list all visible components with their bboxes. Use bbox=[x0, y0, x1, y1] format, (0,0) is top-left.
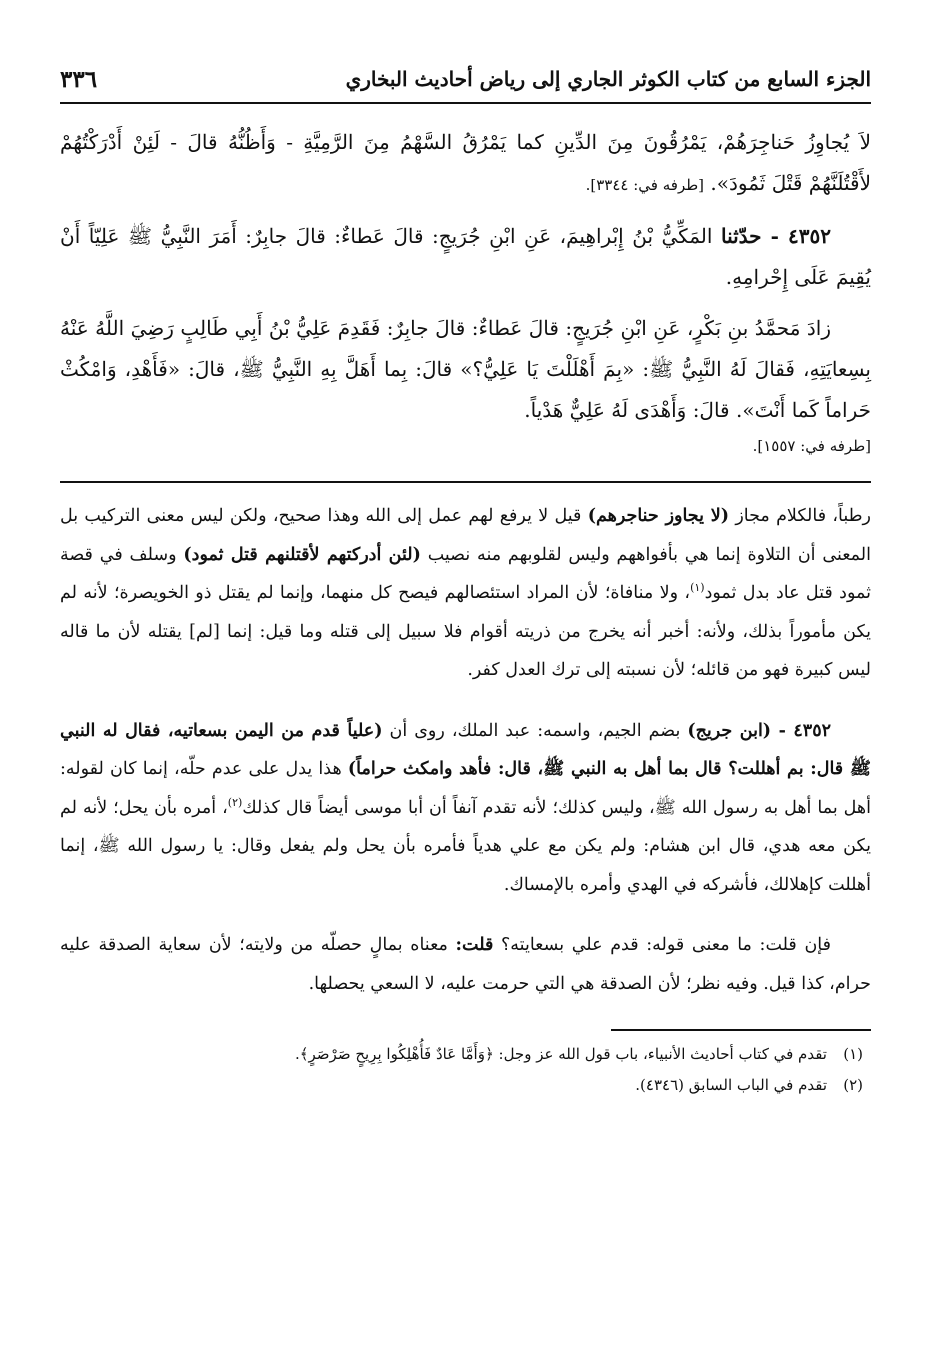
quoted-phrase: (لا يجاوز حناجرهم) bbox=[587, 506, 730, 526]
footnote-marker[interactable]: (٢) bbox=[227, 795, 243, 809]
commentary-paragraph-1: رطباً، فالكلام مجاز (لا يجاوز حناجرهم) قيل لا يرفع لهم عمل إلى الله وهذا صحيح، ولكن ليس معنى التركيب بل المعنى أن التلاوة إنما هي بأفواههم وليس لقلوبهم منه نصيب (لئن أدركتهم لأقتلنهم قتل ثمود) وسلف في قصة ثمود قتل عاد بدل ثمود$^{(١)}$، ولا منافاة؛ لأن المراد استئصالهم فيصح كل منهما، وإنما لم يقتل ذو الخويصرة؛ لأنه لم يكن مأموراً بذلك، ولأنه: أخبر أنه يخرج من ذريته أقوام فلا سبيل إلى قتله وما قيل: إنما [لم] يقتله لأن ما قاله ليس كبيرة فهو من قائله؛ لأن نسبته إلى ترك العدل كفر. bbox=[60, 506, 871, 680]
hadith-continuation bbox=[60, 122, 871, 206]
book-page bbox=[60, 56, 871, 1346]
hadith-4352-text: المَكِّيُّ بْنُ إِبْراهِيمَ، عَنِ ابْنِ جُرَيجٍ: قالَ عَطاءٌ: قالَ جابِرٌ: أَمَرَ النَّبِيُّ ﷺ عَلِيّاً أَنْ يُقِيمَ عَلَى إِحْرامِهِ. bbox=[60, 224, 871, 289]
footnote-1 bbox=[60, 1039, 871, 1070]
hadith-continuation-ref: [طرفه في: ٣٣٤٤]. bbox=[585, 176, 705, 194]
quoted-phrase: (لئن أدركتهم لأقتلنهم قتل ثمود) bbox=[183, 544, 421, 565]
footnote-2 bbox=[60, 1070, 871, 1101]
hadith-addition-text: زادَ مَحمَّدُ بنِ بَكْرٍ، عَنِ ابْنِ جُرَيجٍ: قالَ عَطاءٌ: قالَ جابِرٌ: فَقَدِمَ عَلِيُّ بْنُ أَبِي طَالِبٍ رَضِيَ اللَّهُ عَنْهُ بِسِعايَتِهِ، فَقالَ لَهُ النَّبِيُّ ﷺ: «بِمَ أَهْلَلْتَ يَا عَلِيُّ؟» قالَ: بِما أَهَلَّ بِهِ النَّبِيُّ ﷺ، قالَ: «فَأَهْدِ، وَامْكُثْ حَراماً كَما أَنْتَ». قالَ: وَأَهْدَى لَهُ عَلِيٌّ هَدْياً. bbox=[60, 316, 871, 422]
quoted-phrase: (علياً قدم من اليمن بسعاتيه، فقال له النبي ﷺ قال: بم أهللت؟ قال بما أهل به النبي ﷺ، قال: فأهد وامكث حراماً) bbox=[60, 720, 871, 779]
hadith-4352 bbox=[60, 216, 871, 298]
hadith-continuation-text: لاَ يُجاوِزُ حَناجِرَهُمْ، يَمْرُقُونَ مِنَ الدِّينِ كما يَمْرُقُ السَّهْمُ مِنَ الرَّمِيَّةِ - وَأَظُنُّهُ قالَ - لَئِنْ أَدْرَكْتُهُمْ لأَقْتُلَنَّهُمْ قَتْلَ ثَمُودَ». bbox=[60, 130, 871, 195]
section-divider bbox=[60, 481, 871, 483]
footnote-number: (٢) bbox=[843, 1076, 863, 1094]
footnote-number: (١) bbox=[843, 1045, 863, 1063]
hadith-addition bbox=[60, 308, 871, 461]
quoted-phrase: (ابن جريج) bbox=[687, 720, 772, 741]
page-header bbox=[60, 56, 871, 104]
commentary-number: ٤٣٥٢ - bbox=[771, 720, 832, 741]
commentary-section bbox=[60, 497, 871, 1003]
footnote-marker[interactable]: (١) bbox=[690, 581, 705, 595]
footnote-separator bbox=[611, 1029, 871, 1031]
footnote-text: تقدم في كتاب أحاديث الأنبياء، باب قول الله عز وجل: ﴿وَأَمَّا عَادٌ فَأُهْلِكُوا بِرِيحٍ صَرْصَرٍ﴾. bbox=[294, 1045, 827, 1063]
hadith-number: ٤٣٥٢ - حدّثنا bbox=[720, 224, 832, 248]
qult-label: قلت: bbox=[455, 935, 494, 955]
page-number: ٣٣٦ bbox=[60, 65, 98, 93]
commentary-paragraph-3: فإن قلت: ما معنى قوله: قدم علي بسعايته؟ قلت: معناه بمالٍ حصلّه من ولايته؛ لأن سعاية الصدقة عليه حرام، كذا قيل. وفيه نظر؛ لأن الصدقة هي التي حرمت عليه، لا السعي يحصلها. bbox=[60, 935, 871, 994]
running-title: الجزء السابع من كتاب الكوثر الجاري إلى رياض أحاديث البخاري bbox=[345, 67, 871, 91]
hadith-addition-ref: [طرفه في: ١٥٥٧]. bbox=[752, 437, 871, 455]
commentary-paragraph-2: ٤٣٥٢ - (ابن جريج) بضم الجيم، واسمه: عبد الملك، روى أن (علياً قدم من اليمن بسعاتيه، فقال له النبي ﷺ قال: بم أهللت؟ قال بما أهل به النبي ﷺ، قال: فأهد وامكث حراماً) هذا يدل على عدم حلّه، إنما كان لقوله: أهل بما أهل به رسول الله ﷺ، وليس كذلك؛ لأنه تقدم آنفاً أن أبا موسى أيضاً قال كذلك$^{(٢)}$، أمره بأن يحل؛ لأنه لم يكن معه هدي، قال ابن هشام: ولم يكن مع علي هدياً فأمره بأن يحل ولم يفعل وقال: يا رسول الله ﷺ، إنما أهللت كإهلالك، فأشركه في الهدي وأمره بالإمساك. bbox=[60, 720, 871, 895]
footnotes bbox=[60, 1039, 871, 1101]
footnote-text: تقدم في الباب السابق (٤٣٤٦). bbox=[635, 1076, 827, 1094]
